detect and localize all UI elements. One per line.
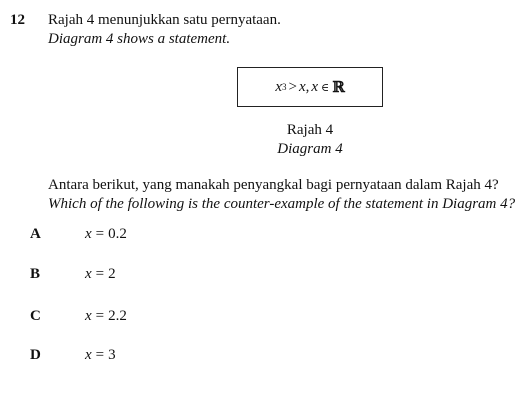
caption-english: Diagram 4 [277, 141, 343, 157]
option-d[interactable] [30, 347, 116, 364]
statement-var2: x [311, 78, 319, 95]
statement-base: x [275, 78, 282, 95]
option-variable: x [85, 347, 92, 363]
option-value: 2.2 [108, 308, 127, 324]
question-number: 12 [10, 12, 25, 28]
prompt-english: Which of the following is the counter-example of the statement in Diagram 4? [48, 196, 516, 212]
option-a[interactable] [30, 226, 127, 243]
option-letter: D [30, 347, 41, 363]
real-numbers-symbol: ℝ [332, 78, 345, 96]
option-value: 3 [108, 347, 116, 363]
element-of-symbol: ∈ [321, 81, 330, 94]
option-variable: x [85, 266, 92, 282]
statement-relation: > [288, 78, 297, 95]
option-value: 2 [108, 266, 116, 282]
option-equals: = [95, 347, 105, 363]
statement-box [237, 67, 383, 107]
statement-exponent: 3 [281, 82, 287, 92]
option-variable: x [85, 308, 92, 324]
statement-rhs: x [298, 78, 306, 95]
intro-english: Diagram 4 shows a statement. [48, 31, 231, 47]
option-variable: x [85, 226, 92, 242]
statement-separator: , [305, 78, 310, 95]
option-b[interactable] [30, 266, 116, 283]
option-equals: = [95, 308, 105, 324]
caption-malay: Rajah 4 [286, 122, 334, 138]
intro-malay: Rajah 4 menunjukkan satu pernyataan. [48, 12, 281, 28]
option-c[interactable] [30, 308, 127, 325]
option-equals: = [95, 226, 105, 242]
option-letter: B [30, 266, 41, 282]
option-letter: A [30, 226, 41, 242]
option-equals: = [95, 266, 105, 282]
option-letter: C [30, 308, 41, 324]
prompt-malay: Antara berikut, yang manakah penyangkal bagi pernyataan dalam Rajah 4? [48, 177, 499, 193]
option-value: 0.2 [108, 226, 127, 242]
